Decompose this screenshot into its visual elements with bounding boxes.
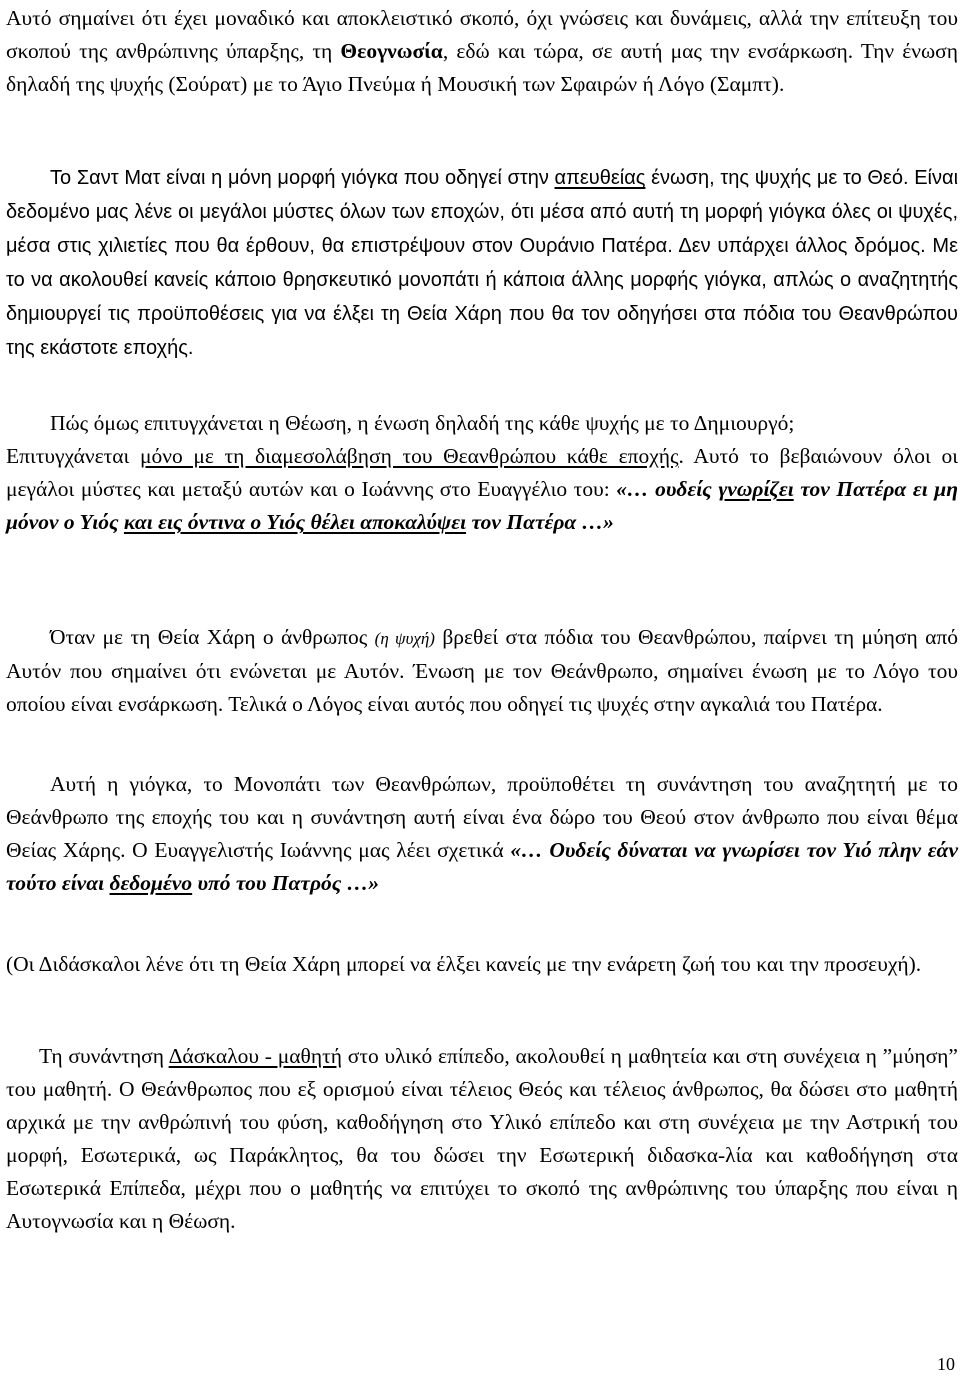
text: . Αυτό το βεβαιώνουν όλοι οι μεγάλοι μύστες και μεταξύ αυτών και ο Ιωάννης στο Ευαγγέλιο του:	[6, 444, 959, 501]
paragraph-3	[6, 407, 958, 539]
text: Αυτή η γιόγκα, το Μονοπάτι των Θεανθρώπων, προϋποθέτει τη συνάντηση του αναζητητή με το Θεάνθρωπο της εποχής του και η συνάντηση αυτή είναι ένα δώρο του Θεού στον άνθρωπο που είναι θέμα Θείας Χάρης. Ο Ευαγγελιστής Ιωάννης μας λέει σχετικά	[6, 772, 958, 862]
paragraph-2	[6, 161, 958, 365]
text: Είναι δεδομένο μας λένε οι μεγάλοι μύστες όλων των εποχών, ότι μέσα από αυτή τη μορφή γιόγκα όλες οι ψυχές, μέσα στις χιλιετίες που θα έρθουν, θα επιστρέψουν στον Ουράνιο Πατέρα. Δεν υπάρχει άλλος δρόμος. Με το να ακολουθεί κανείς κάποιο θρησκευτικό μονοπάτι ή κάποια άλλης μορφής γιόγκα, απλώς ο αναζητητής δημιουργεί τις προϋποθέσεις για να έλξει τη Θεία Χάρη που θα τον οδηγήσει στα πόδια του Θεανθρώπου της εκάστοτε εποχής.	[6, 167, 959, 359]
quote-text: υπό του Πατρός …»	[192, 871, 379, 895]
bold-term: Θεογνωσία	[340, 39, 443, 63]
aside-text: (η ψυχή)	[374, 629, 435, 648]
paragraph-5	[6, 768, 958, 900]
text: Αυτό σημαίνει ότι έχει μοναδικό και αποκλειστικό σκοπό, όχι γνώσεις και δυνάμεις, αλλά την επίτευξη του σκοπού της ανθρώπινης ύπαρξης, τη	[6, 6, 958, 63]
text: Επιτυγχάνεται	[6, 444, 140, 468]
text: Τη συνάντηση	[39, 1044, 169, 1068]
underlined-term: Δάσκαλου - μαθητή	[168, 1044, 342, 1068]
paragraph-4	[6, 621, 958, 721]
text: , εδώ και τώρα, σε αυτή μας την ενσάρκωση. Την ένωση δηλαδή της ψυχής (Σούρατ) με το Άγιο Πνεύμα ή Μουσική των Σφαιρών ή Λόγο (Σαμπτ).	[6, 39, 958, 96]
paragraph-6: (Οι Διδάσκαλοι λένε ότι τη Θεία Χάρη μπορεί να έλξει κανείς με την ενάρετη ζωή του και την προσευχή).	[6, 952, 922, 976]
paragraph-1	[6, 2, 958, 101]
quote-text: τον Πατέρα ει μη μόνον ο Υιός	[6, 477, 958, 534]
text: στο υλικό επίπεδο, ακολουθεί η μαθητεία και στη συνέχεια η ”μύηση” του μαθητή. Ο Θεάνθρωπος που εξ ορισμού είναι τέλειος Θεός και τέλειος άνθρωπος, θα δώσει στο μαθητή αρχικά με την ανθρώπινή του φύση, καθοδήγηση στο Υλικό επίπεδο και στη συνέχεια με την Αστρική του μορφή, Εσωτερικά, ως Παράκλητος, θα του δώσει την Εσωτερική διδασκα-λία και καθοδήγηση στα Εσωτερικά Επίπεδα, μέχρι που ο μαθητής να επιτύχει το σκοπό της ανθρώπινης του ύπαρξης που είναι η Αυτογνωσία και η Θέωση.	[6, 1044, 958, 1233]
quote-underlined: και εις όντινα ο Υιός θέλει αποκαλύψει	[123, 510, 467, 534]
quote-text: «… ουδείς	[616, 477, 719, 501]
text: Το Σαντ Ματ είναι η μόνη μορφή γιόγκα που οδηγεί στην	[50, 167, 555, 189]
quote-text: «… Ουδείς δύναται να γνωρίσει τον Υιό πλην εάν τούτο είναι	[6, 838, 958, 895]
paragraph-7	[6, 1040, 958, 1238]
quote-underlined: δεδομένο	[109, 871, 193, 895]
quote-text: τον Πατέρα …»	[466, 510, 614, 534]
quote-underlined: γνωρίζει	[718, 477, 794, 501]
text: Όταν με τη Θεία Χάρη ο άνθρωπος	[50, 625, 375, 649]
underlined-term: απευθείας	[554, 167, 646, 189]
text: βρεθεί στα πόδια του Θεανθρώπου, παίρνει τη μύηση από Αυτόν που σημαίνει ότι ενώνεται με Αυτόν. Ένωση με τον Θεάνθρωπο, σημαίνει ένωση με το Λόγο του οποίου είναι ενσάρκωση. Τελικά ο Λόγος είναι αυτός που οδηγεί τις ψυχές στην αγκαλιά του Πατέρα.	[6, 625, 959, 716]
underlined-phrase: μόνο με τη διαμεσολάβηση του Θεανθρώπου κάθε εποχής	[139, 444, 679, 468]
page-number: 10	[937, 1354, 955, 1374]
text: ένωση, της ψυχής με το Θεό.	[645, 167, 915, 189]
question-text: Πώς όμως επιτυγχάνεται η Θέωση, η ένωση δηλαδή της κάθε ψυχής με το Δημιουργό;	[50, 411, 795, 435]
